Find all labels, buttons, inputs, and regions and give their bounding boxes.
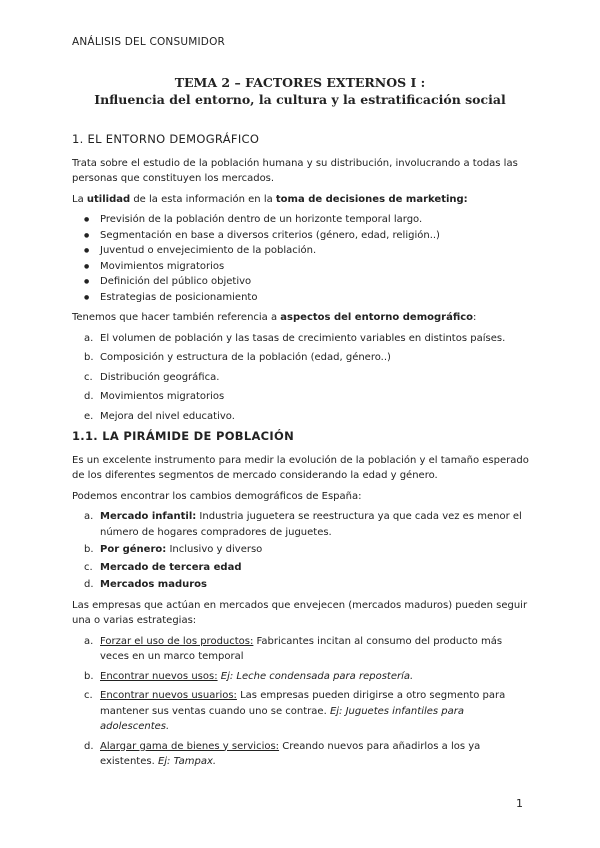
- title-line-2: Influencia del entorno, la cultura y la estratificación social: [94, 92, 506, 107]
- section-heading-piramide: 1.1. LA PIRÁMIDE DE POBLACIÓN: [72, 429, 294, 443]
- list-item: c. Mercado de tercera edad: [84, 561, 242, 573]
- document-body: [72, 132, 532, 775]
- cambios-list: [72, 509, 532, 593]
- estrategias-intro: Las empresas que actúan en mercados que envejecen (mercados maduros) pueden seguir una o varias estrategias:: [72, 599, 528, 626]
- list-item: b. Encontrar nuevos usos: Ej: Leche condensada para repostería.: [84, 670, 414, 682]
- list-item: ● Movimientos migratorios: [72, 259, 532, 275]
- list-item: ● Juventud o envejecimiento de la población.: [72, 243, 532, 259]
- list-item: ● Estrategias de posicionamiento: [72, 290, 532, 306]
- list-item: d. Alargar gama de bienes y servicios: Creando nuevos para añadirlos a los ya existentes. Ej: Tampax.: [84, 740, 481, 767]
- running-header: ANÁLISIS DEL CONSUMIDOR: [72, 36, 226, 48]
- utilidad-paragraph: La utilidad de la esta información en la toma de decisiones de marketing:: [72, 193, 468, 205]
- list-item: a. El volumen de población y las tasas de crecimiento variables en distintos países.: [84, 332, 506, 344]
- list-item: ● Definición del público objetivo: [72, 274, 532, 290]
- list-item: d. Mercados maduros: [84, 579, 208, 590]
- list-item: c. Distribución geográfica.: [84, 371, 220, 383]
- list-item: e. Mejora del nivel educativo.: [84, 410, 235, 422]
- list-item: ● Previsión de la población dentro de un horizonte temporal largo.: [72, 212, 532, 228]
- page-number: 1: [516, 797, 523, 810]
- list-item: c. Encontrar nuevos usuarios: Las empresas pueden dirigirse a otro segmento para mantener sus ventas cuando uno se contrae. Ej: Juguetes infantiles para adolescentes.: [84, 690, 506, 732]
- list-item: d. Movimientos migratorios: [84, 391, 225, 402]
- cambios-intro: Podemos encontrar los cambios demográficos de España:: [72, 490, 362, 502]
- document-title: [0, 74, 600, 108]
- section-intro: Trata sobre el estudio de la población humana y su distribución, involucrando a todas las personas que constituyen los mercados.: [72, 157, 518, 184]
- aspectos-paragraph: Tenemos que hacer también referencia a aspectos del entorno demográfico:: [72, 312, 477, 323]
- estrategias-list: [72, 634, 532, 770]
- list-item: b. Por género: Inclusivo y diverso: [84, 544, 263, 555]
- list-item: a. Mercado infantil: Industria juguetera se reestructura ya que cada vez es menor el número de hogares compradores de juguetes.: [84, 511, 522, 538]
- section-heading-entorno: 1. EL ENTORNO DEMOGRÁFICO: [72, 132, 260, 146]
- utilidad-bullets: [72, 212, 532, 305]
- title-line-1: TEMA 2 – FACTORES EXTERNOS I :: [174, 75, 426, 90]
- aspectos-list: [72, 331, 532, 425]
- piramide-intro: Es un excelente instrumento para medir la evolución de la población y el tamaño esperado de los diferentes segmentos de mercado considerando la edad y género.: [72, 454, 529, 481]
- list-item: b. Composición y estructura de la población (edad, género..): [84, 352, 391, 363]
- list-item: a. Forzar el uso de los productos: Fabricantes incitan al consumo del producto más veces en un marco temporal: [84, 635, 503, 662]
- list-item: ● Segmentación en base a diversos criterios (género, edad, religión..): [72, 228, 532, 244]
